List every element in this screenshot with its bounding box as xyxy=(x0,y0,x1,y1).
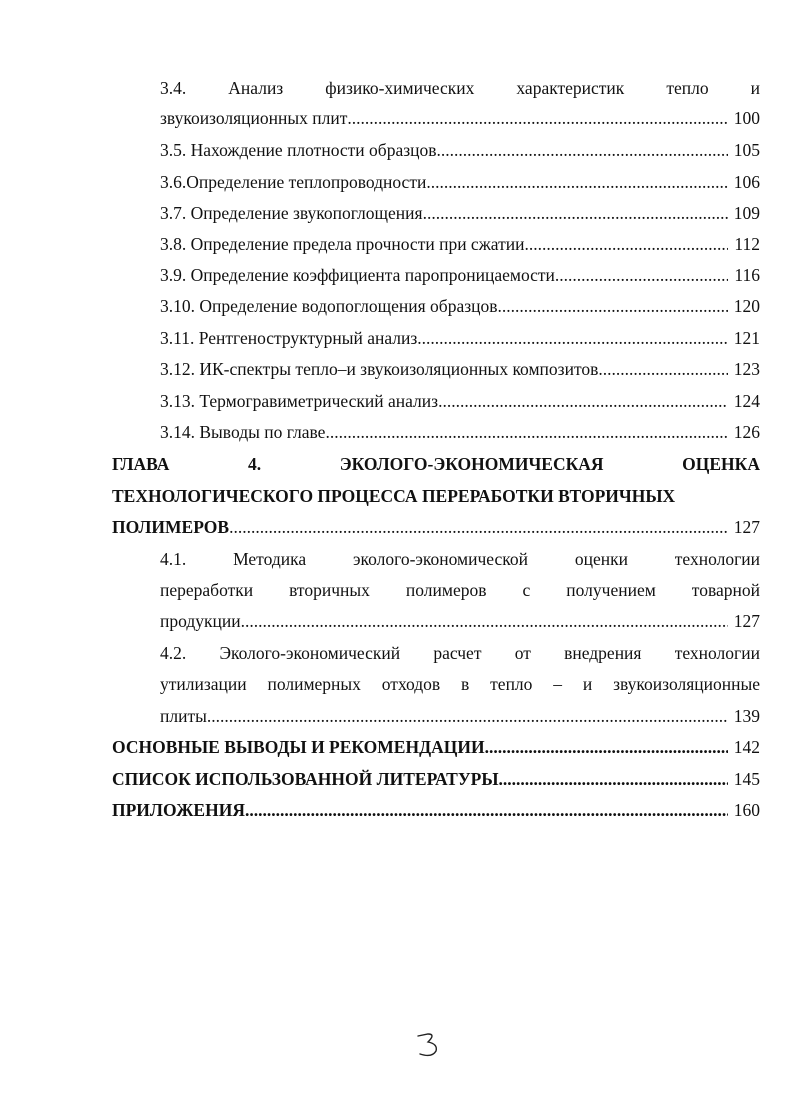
toc-entry-4-2-line2 xyxy=(160,670,760,698)
toc-leader-dots xyxy=(245,796,728,824)
toc-entry-title: ОСНОВНЫЕ ВЫВОДЫ И РЕКОМЕНДАЦИИ xyxy=(112,737,485,757)
toc-word: – xyxy=(553,674,563,694)
toc-entry-title: СПИСОК ИСПОЛЬЗОВАННОЙ ЛИТЕРАТУРЫ xyxy=(112,769,499,789)
toc-word: ЭКОЛОГО-ЭКОНОМИЧЕСКАЯ xyxy=(339,454,604,474)
toc-entry-3-4-line2 xyxy=(160,104,760,132)
toc-entry-page: 109 xyxy=(733,203,760,223)
toc-word: 4. xyxy=(247,454,262,474)
toc-leader-dots xyxy=(524,230,728,258)
toc-entry-page: 142 xyxy=(733,737,760,757)
toc-word: 4.2. xyxy=(160,643,187,663)
toc-word: физико-химических xyxy=(325,78,475,98)
toc-word: товарной xyxy=(691,580,760,600)
toc-entry-title: 3.13. Термогравиметрический анализ xyxy=(160,391,439,411)
toc-word: Анализ xyxy=(228,78,284,98)
toc-leader-dots xyxy=(347,104,727,132)
toc-word: 3.4. xyxy=(160,78,187,98)
toc-entry-3-8 xyxy=(160,230,760,258)
toc-leader-dots xyxy=(423,199,728,227)
toc-leader-dots xyxy=(325,418,727,446)
toc-entry-title: продукции xyxy=(160,611,241,631)
toc-entry-title: ПРИЛОЖЕНИЯ xyxy=(112,800,245,820)
toc-entry-title: 3.11. Рентгеноструктурный анализ xyxy=(160,328,418,348)
toc-entry-3-12 xyxy=(160,355,760,383)
toc-entry-title: плиты xyxy=(160,706,207,726)
toc-chapter-4-line2: ТЕХНОЛОГИЧЕСКОГО ПРОЦЕССА ПЕРЕРАБОТКИ ВТОРИЧНЫХ xyxy=(112,486,676,506)
toc-word: тепло xyxy=(666,78,709,98)
toc-chapter-4-line3 xyxy=(112,513,760,541)
toc-entry-page: 120 xyxy=(733,296,760,316)
toc-entry-title: звукоизоляционных плит xyxy=(160,108,348,128)
toc-entry-4-2-line3 xyxy=(160,702,760,730)
toc-leader-dots xyxy=(417,324,727,352)
toc-entry-title: ПОЛИМЕРОВ xyxy=(112,517,230,537)
toc-entry-title: 3.8. Определение предела прочности при сжатии xyxy=(160,234,525,254)
toc-entry-page: 105 xyxy=(733,140,760,160)
toc-entry-title: 3.10. Определение водопоглощения образцов xyxy=(160,296,498,316)
toc-entry-title: 3.12. ИК-спектры тепло–и звукоизоляционных композитов xyxy=(160,359,599,379)
toc-entry-3-7 xyxy=(160,199,760,227)
toc-word: 4.1. xyxy=(160,549,187,569)
toc-word: ОЦЕНКА xyxy=(682,454,760,474)
toc-entry-3-5 xyxy=(160,136,760,164)
toc-word: внедрения xyxy=(564,643,642,663)
toc-leader-dots xyxy=(485,733,728,761)
toc-leader-dots xyxy=(598,355,727,383)
toc-word: вторичных xyxy=(289,580,370,600)
toc-entry-4-1-line3 xyxy=(160,607,760,635)
toc-leader-dots xyxy=(241,607,728,635)
toc-entry-page: 116 xyxy=(734,265,760,285)
toc-entry-title: 3.5. Нахождение плотности образцов xyxy=(160,140,437,160)
toc-leader-dots xyxy=(437,136,728,164)
toc-word: звукоизоляционные xyxy=(613,674,760,694)
toc-word: получением xyxy=(566,580,656,600)
toc-entry-page: 121 xyxy=(733,328,760,348)
toc-entry-3-6 xyxy=(160,168,760,196)
toc-word: тепло xyxy=(490,674,533,694)
toc-word: технологии xyxy=(674,643,760,663)
toc-word: утилизации xyxy=(160,674,247,694)
toc-leader-dots xyxy=(555,261,728,289)
toc-entry-3-4-line1 xyxy=(160,74,760,102)
toc-entry-page: 127 xyxy=(733,517,760,537)
handwritten-mark-icon xyxy=(414,1030,444,1060)
toc-entry-title: 3.6.Определение теплопроводности xyxy=(160,172,427,192)
toc-leader-dots xyxy=(426,168,727,196)
toc-entry-page: 126 xyxy=(733,422,760,442)
toc-leader-dots xyxy=(498,292,728,320)
toc-entry-3-10 xyxy=(160,292,760,320)
toc-word: отходов xyxy=(381,674,441,694)
toc-conclusions xyxy=(112,733,760,761)
toc-word: в xyxy=(461,674,470,694)
toc-entry-3-14 xyxy=(160,418,760,446)
toc-word: Методика xyxy=(233,549,307,569)
toc-entry-page: 112 xyxy=(734,234,760,254)
toc-entry-page: 139 xyxy=(733,706,760,726)
toc-entry-title: 3.7. Определение звукопоглощения xyxy=(160,203,423,223)
toc-entry-4-1-line2 xyxy=(160,576,760,604)
toc-leader-dots xyxy=(438,387,728,415)
toc-entry-page: 100 xyxy=(733,108,760,128)
toc-entry-title: 3.14. Выводы по главе xyxy=(160,422,326,442)
toc-entry-page: 106 xyxy=(733,172,760,192)
toc-entry-page: 124 xyxy=(733,391,760,411)
toc-leader-dots xyxy=(207,702,728,730)
toc-word: полимерных xyxy=(267,674,361,694)
toc-word: и xyxy=(582,674,593,694)
toc-word: эколого-экономической xyxy=(352,549,528,569)
toc-word: с xyxy=(522,580,531,600)
toc-appendix xyxy=(112,796,760,824)
toc-word: характеристик xyxy=(516,78,625,98)
toc-word: и xyxy=(750,78,760,98)
toc-word: Эколого-экономический xyxy=(219,643,401,663)
toc-entry-page: 145 xyxy=(733,769,760,789)
toc-word: оценки xyxy=(574,549,628,569)
toc-entry-3-9 xyxy=(160,261,760,289)
toc-entry-3-13 xyxy=(160,387,760,415)
toc-leader-dots xyxy=(229,513,728,541)
toc-word: переработки xyxy=(160,580,254,600)
toc-chapter-4-line1 xyxy=(112,450,760,478)
toc-literature xyxy=(112,765,760,793)
toc-word: технологии xyxy=(674,549,760,569)
toc-entry-4-2-line1 xyxy=(160,639,760,667)
toc-word: полимеров xyxy=(405,580,487,600)
toc-word: от xyxy=(514,643,531,663)
toc-entry-page: 127 xyxy=(733,611,760,631)
toc-leader-dots xyxy=(499,765,728,793)
toc-entry-3-11 xyxy=(160,324,760,352)
toc-word: расчет xyxy=(433,643,482,663)
toc-entry-title: 3.9. Определение коэффициента паропроницаемости xyxy=(160,265,555,285)
toc-entry-page: 123 xyxy=(733,359,760,379)
toc-entry-page: 160 xyxy=(733,800,760,820)
toc-word: ГЛАВА xyxy=(112,454,170,474)
toc-entry-4-1-line1 xyxy=(160,545,760,573)
